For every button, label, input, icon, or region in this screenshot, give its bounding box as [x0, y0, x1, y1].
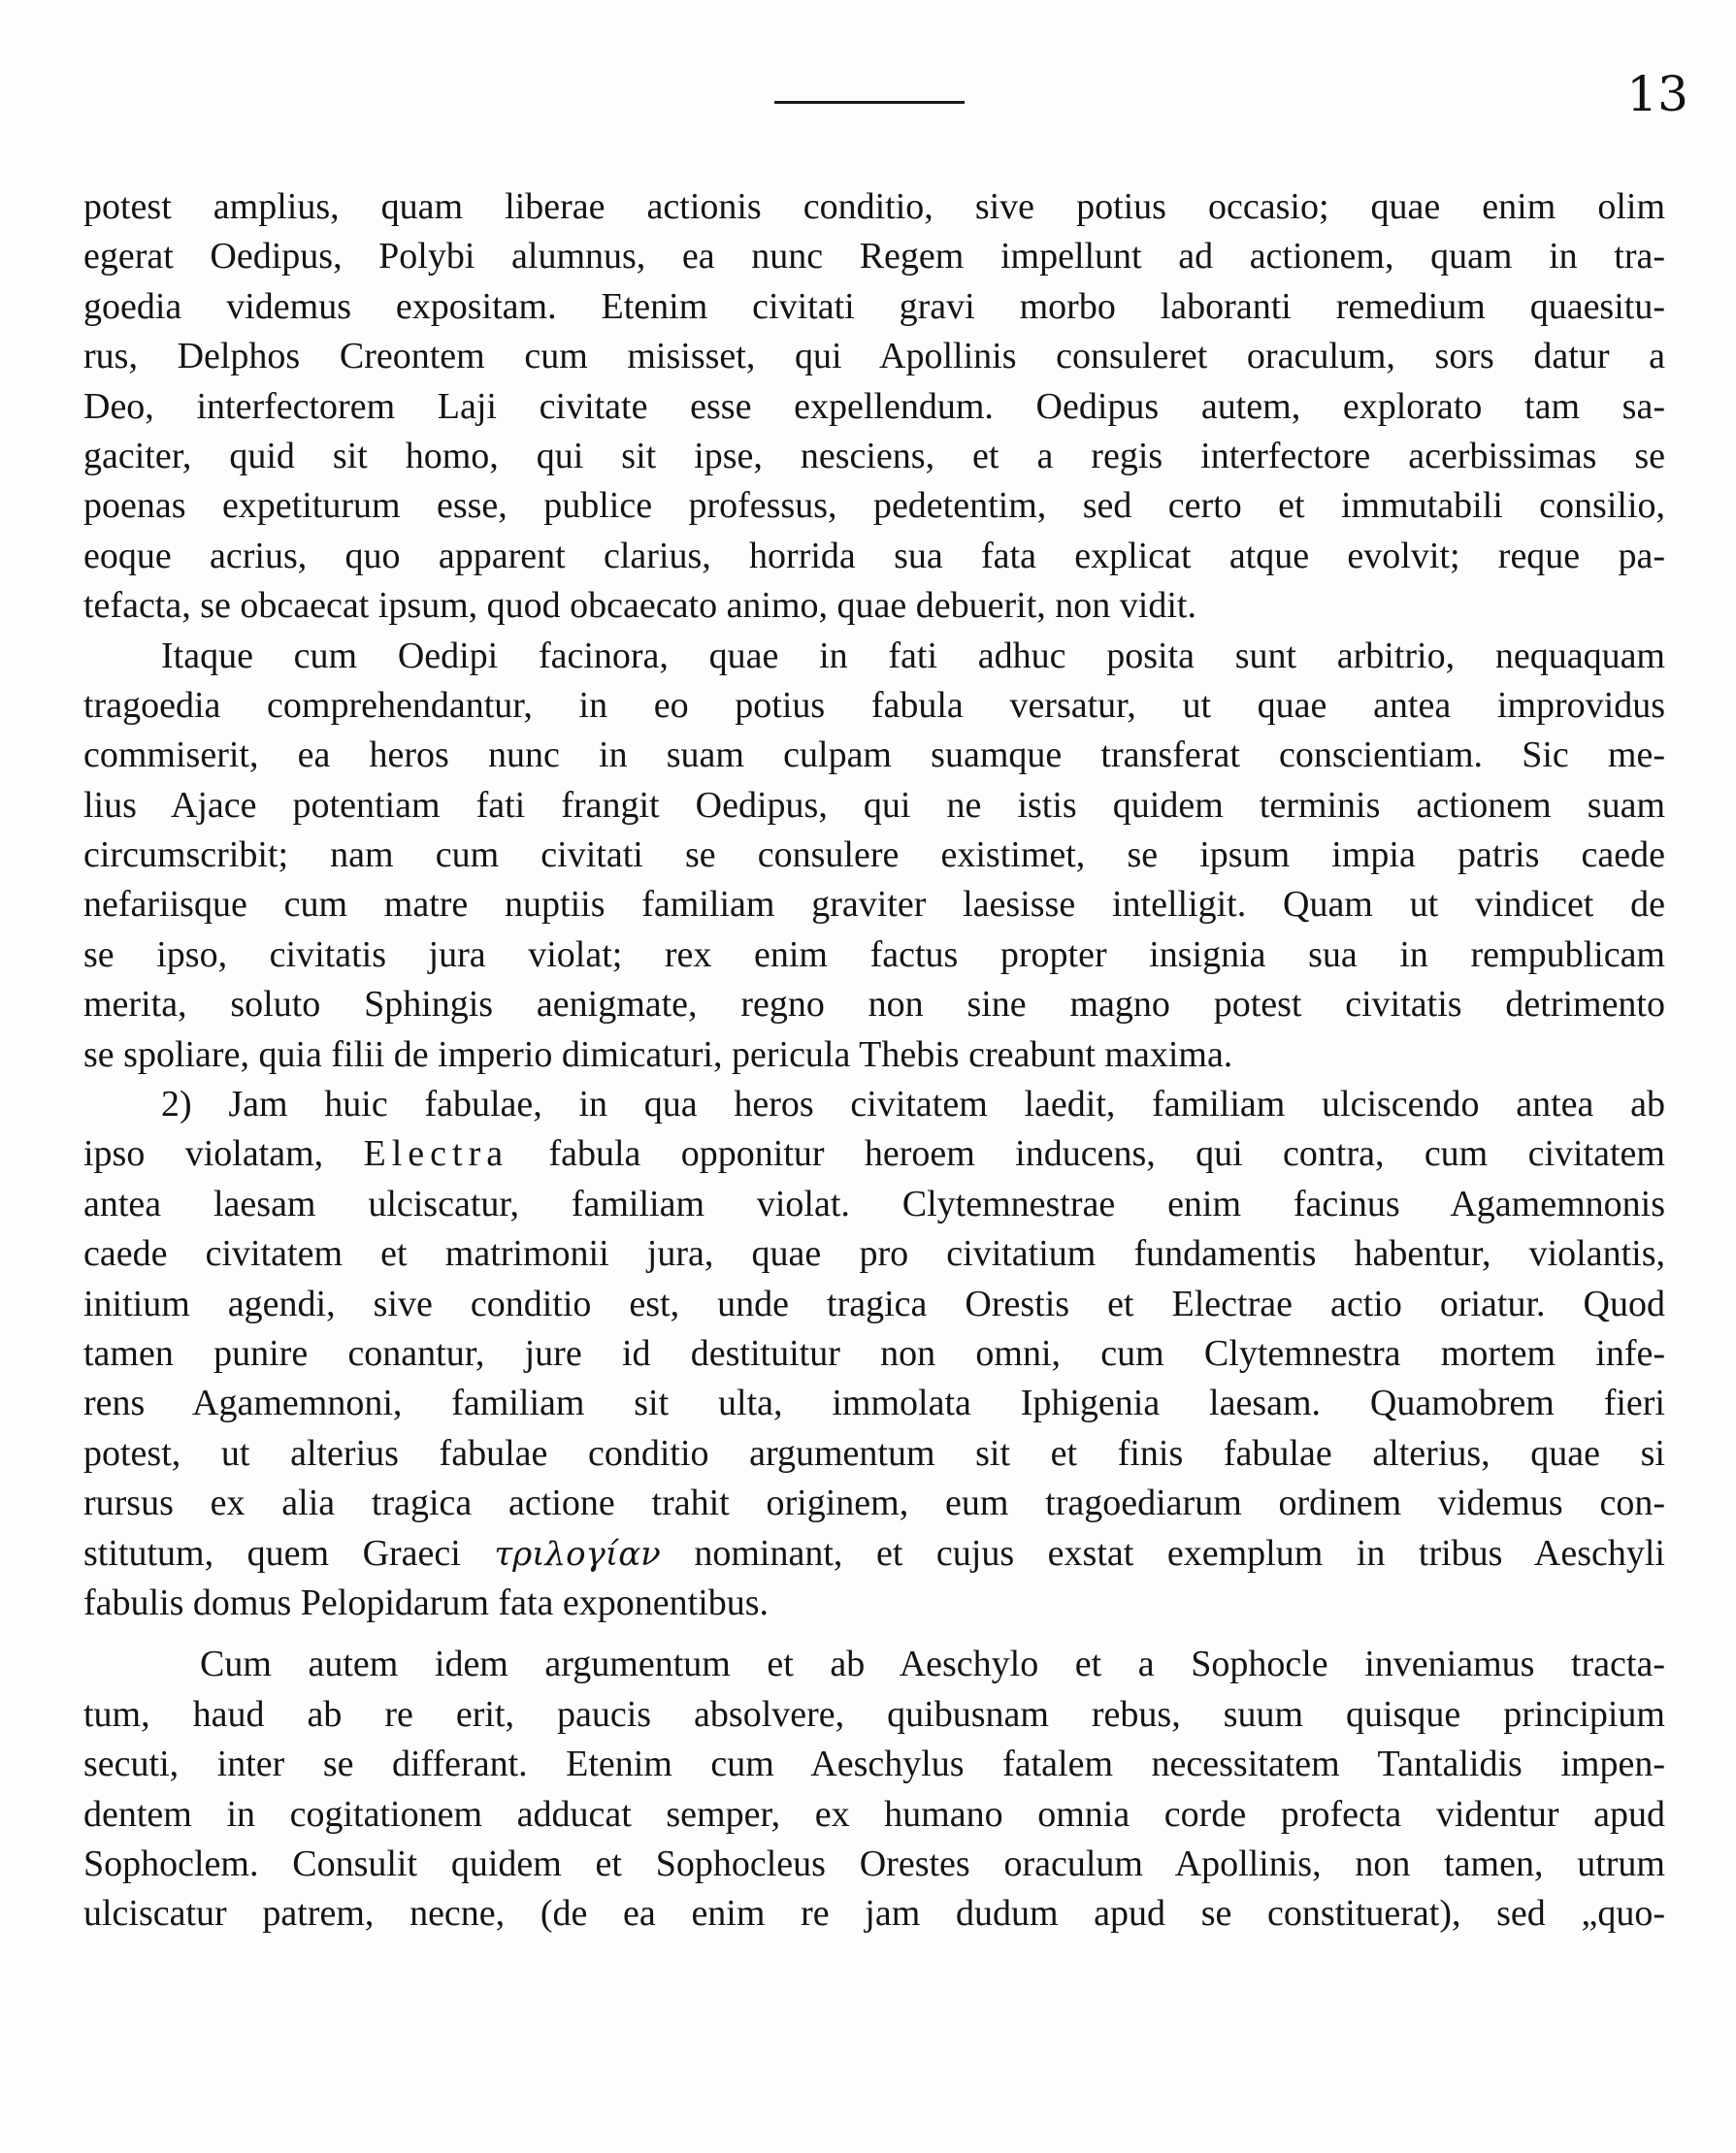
text-line: Itaque cum Oedipi facinora, quae in fati adhuc posita sunt arbitrio, nequaquam: [161, 635, 1665, 676]
text-segment: fabula opponitur heroem inducens, qui contra, cum civitatem: [508, 1133, 1665, 1175]
text-line: lius Ajace potentiam fati frangit Oedipus, qui ne istis quidem terminis actionem suam: [83, 784, 1665, 826]
text-line: circumscribit; nam cum civitati se consulere existimet, se ipsum impia patris caede: [83, 834, 1665, 876]
body-text: [83, 182, 1665, 1940]
spaced-title-electra: Electra: [363, 1133, 509, 1175]
text-line: potest amplius, quam liberae actionis conditio, sive potius occasio; quae enim olim: [83, 186, 1665, 227]
text-line: dentem in cogitationem adducat semper, ex humano omnia corde profecta videntur apud: [83, 1793, 1665, 1835]
text-line: commiserit, ea heros nunc in suam culpam suamque transferat conscientiam. Sic me-: [83, 734, 1665, 776]
text-line: potest, ut alterius fabulae conditio argumentum sit et finis fabulae alterius, quae si: [83, 1432, 1665, 1474]
text-line-electra: [83, 1129, 1665, 1179]
text-line: rursus ex alia tragica actione trahit originem, eum tragoediarum ordinem videmus con-: [83, 1483, 1665, 1524]
text-line: se spoliare, quia filii de imperio dimicaturi, pericula Thebis creabunt maxima.: [83, 1033, 1233, 1075]
text-line: tum, haud ab re erit, paucis absolvere, quibusnam rebus, suum quisque principium: [83, 1693, 1665, 1735]
text-line: secuti, inter se differant. Etenim cum Aeschylus fatalem necessitatem Tantalidis impen-: [83, 1744, 1665, 1785]
greek-word: τριλογίαν: [494, 1534, 661, 1574]
text-line: Cum autem idem argumentum et ab Aeschylo et a Sophocle inveniamus tracta-: [200, 1644, 1665, 1685]
text-line: tamen punire conantur, jure id destituitur non omni, cum Clytemnestra mortem infe-: [83, 1332, 1665, 1374]
text-line: Deo, interfectorem Laji civitate esse expellendum. Oedipus autem, explorato tam sa-: [83, 385, 1665, 427]
text-line: rus, Delphos Creontem cum misisset, qui Apollinis consuleret oraculum, sors datur a: [83, 336, 1665, 377]
text-line: merita, soluto Sphingis aenigmate, regno non sine magno potest civitatis detrimento: [83, 984, 1665, 1026]
text-line: antea laesam ulciscatur, familiam violat. Clytemnestrae enim facinus Agamemnonis: [83, 1183, 1665, 1224]
text-line: poenas expetiturum esse, publice professus, pedetentim, sed certo et immutabili consilio,: [83, 485, 1665, 527]
text-line: egerat Oedipus, Polybi alumnus, ea nunc Regem impellunt ad actionem, quam in tra-: [83, 236, 1665, 277]
text-line: ulciscatur patrem, necne, (de ea enim re jam dudum apud se constituerat), sed „quo-: [83, 1893, 1665, 1935]
text-segment: stitutum, quem Graeci: [83, 1532, 495, 1574]
text-line: tragoedia comprehendantur, in eo potius fabula versatur, ut quae antea improvidus: [83, 684, 1665, 726]
text-line: tefacta, se obcaecat ipsum, quod obcaecato animo, quae debuerit, non vidit.: [83, 585, 1196, 627]
text-line: caede civitatem et matrimonii jura, quae pro civitatium fundamentis habentur, violantis,: [83, 1233, 1665, 1275]
text-line: eoque acrius, quo apparent clarius, horrida sua fata explicat atque evolvit; reque pa-: [83, 535, 1665, 576]
text-line: Sophoclem. Consulit quidem et Sophocleus Orestes oraculum Apollinis, non tamen, utrum: [83, 1843, 1665, 1884]
text-line-greek: [83, 1529, 1665, 1579]
text-line: goedia videmus expositam. Etenim civitati gravi morbo laboranti remedium quaesitu-: [83, 285, 1665, 327]
text-segment: nominant, et cujus exstat exemplum in tribus Aeschyli: [660, 1532, 1665, 1574]
page-number: 13: [1626, 66, 1688, 122]
text-line: rens Agamemnoni, familiam sit ulta, immolata Iphigenia laesam. Quamobrem fieri: [83, 1383, 1665, 1424]
text-line: gaciter, quid sit homo, qui sit ipse, nesciens, et a regis interfectore acerbissimas se: [83, 435, 1665, 476]
text-line: initium agendi, sive conditio est, unde tragica Orestis et Electrae actio oriatur. Quod: [83, 1283, 1665, 1324]
text-line: se ipso, civitatis jura violat; rex enim factus propter insignia sua in rempublicam: [83, 933, 1665, 975]
text-line: fabulis domus Pelopidarum fata exponentibus.: [83, 1582, 770, 1623]
text-segment: ipso violatam,: [83, 1133, 364, 1175]
text-line: 2) Jam huic fabulae, in qua heros civitatem laedit, familiam ulciscendo antea ab: [161, 1084, 1665, 1125]
text-line: nefariisque cum matre nuptiis familiam graviter laesisse intelligit. Quam ut vindicet de: [83, 884, 1665, 926]
header-rule: [774, 101, 965, 104]
